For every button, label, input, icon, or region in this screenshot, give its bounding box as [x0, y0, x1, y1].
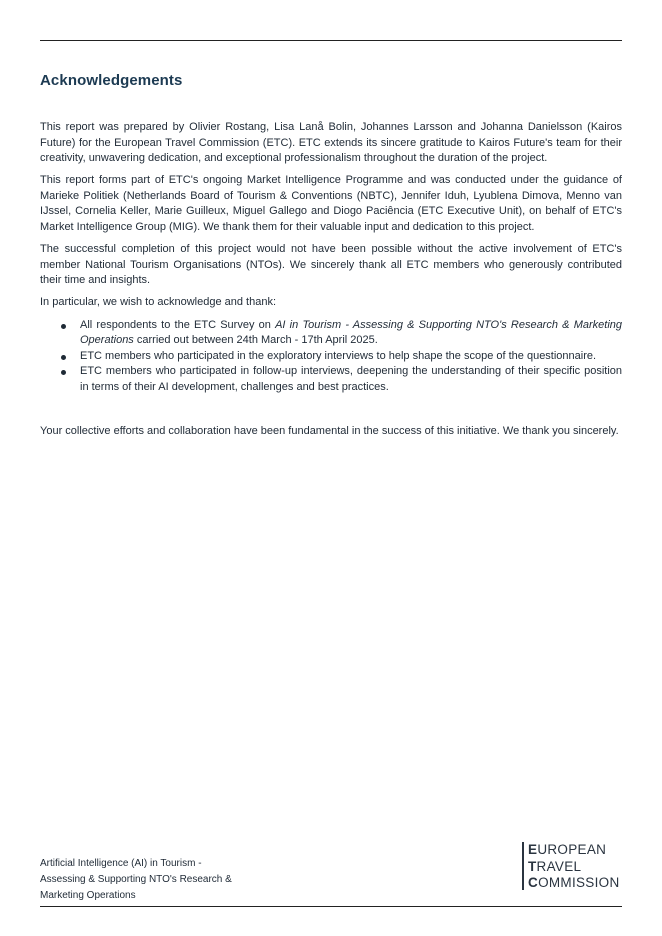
- footer-line: Marketing Operations: [40, 890, 136, 901]
- footer-line: Artificial Intelligence (AI) in Tourism -: [40, 858, 202, 869]
- logo-word-rest: OMMISSION: [538, 875, 620, 890]
- footer-report-title: [40, 856, 260, 904]
- bullet-icon: [61, 355, 66, 360]
- paragraph-closing: Your collective efforts and collaboration have been fundamental in the success of this initiative. We thank you sincerely.: [40, 424, 619, 437]
- logo-word-european: [528, 842, 620, 857]
- list-item-text: ETC members who participated in follow-up interviews, deepening the understanding of their specific position in terms of their AI development, challenges and best practices.: [80, 365, 622, 393]
- logo-initial: T: [528, 858, 537, 874]
- paragraph-authors: This report was prepared by Olivier Rostang, Lisa Lanå Bolin, Johannes Larsson and Johanna Danielsson (Kairos Future) for the European Travel Commission (ETC). ETC extends its sincere gratitude to Kairos Future's team for their creativity, unwavering dedication, and exceptional professionalism throughout the duration of the project.: [40, 121, 622, 165]
- paragraph-members: The successful completion of this project would not have been possible without the active involvement of ETC's member National Tourism Organisations (NTOs). We sincerely thank all ETC members who generously contributed their time and insights.: [40, 243, 622, 287]
- survey-title: AI in Tourism - Assessing & Supporting NTO's Research & Marketing Operations: [80, 318, 622, 347]
- page-title: Acknowledgements: [40, 72, 183, 89]
- logo-word-rest: RAVEL: [536, 858, 582, 874]
- paragraph-programme: This report forms part of ETC's ongoing Market Intelligence Programme and was conducted under the guidance of Marieke Politiek (Netherlands Board of Tourism & Conventions (NBTC), Jennifer Iduh, Lyublena Dimova, Menno van IJssel, Cornelia Keller, Marie Guilleux, Miguel Gallego and Diogo Paciência (ETC Executive Unit), on behalf of ETC's Market Intelligence Group (MIG). We thank them for their valuable input and dedication to this project.: [40, 174, 622, 234]
- list-item: [80, 318, 622, 349]
- list-item: [80, 364, 622, 395]
- logo-word-travel: [528, 859, 620, 874]
- etc-logo: [522, 842, 620, 890]
- logo-initial: C: [528, 875, 539, 890]
- document-body: [40, 120, 622, 446]
- footer-line: Assessing & Supporting NTO's Research &: [40, 874, 232, 885]
- logo-wordmark: [528, 842, 620, 890]
- logo-word-commission: [528, 875, 620, 890]
- acknowledgement-list: [40, 318, 622, 396]
- bullet-icon: [61, 370, 66, 375]
- list-item-text-end: carried out between 24th March - 17th April 2025.: [133, 334, 378, 347]
- list-item-text: ETC members who participated in the exploratory interviews to help shape the scope of the questionnaire.: [80, 349, 597, 362]
- paragraph-intro-list: In particular, we wish to acknowledge and thank:: [40, 296, 277, 309]
- logo-bar: [522, 842, 524, 890]
- top-divider: [40, 40, 622, 41]
- list-item-text: All respondents to the ETC Survey on: [80, 318, 276, 331]
- bottom-divider: [40, 906, 622, 907]
- logo-initial: E: [528, 842, 538, 857]
- logo-word-rest: UROPEAN: [537, 842, 607, 857]
- list-item: [80, 349, 622, 365]
- bullet-icon: [61, 324, 66, 329]
